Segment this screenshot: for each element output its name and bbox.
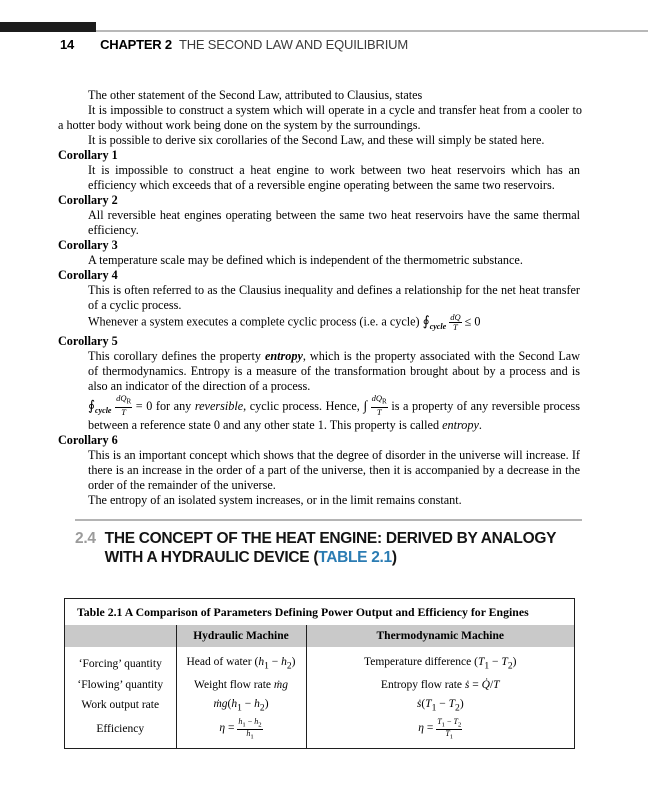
column-header-thermodynamic: Thermodynamic Machine (306, 625, 574, 647)
paragraph: The entropy of an isolated system increases, or in the limit remains constant. (88, 493, 462, 508)
chapter-title: THE SECOND LAW AND EQUILIBRIUM (178, 37, 408, 52)
table-cell-thermo: $ṡ(T_1 - T_2)$ (306, 695, 574, 717)
table-cell-hydraulic: Head of water $(h_1 - h_2)$ (176, 647, 306, 675)
table-row (65, 695, 574, 717)
paragraph: All reversible heat engines operating between the same two heat reservoirs have the same thermal efficiency. (88, 208, 580, 237)
table-cell-thermo: Temperature difference $(T_1 - T_2)$ (306, 647, 574, 675)
corollary-heading: Corollary 1 (58, 148, 118, 162)
chapter-label: CHAPTER 2 (100, 37, 172, 52)
corollary-heading: Corollary 5 (58, 334, 118, 349)
table-title: Table 2.1 A Comparison of Parameters Defining Power Output and Efficiency for Engines (77, 605, 529, 620)
table-row (65, 717, 574, 748)
table-cell-thermo: Entropy flow rate ṡ = Q̇/T (306, 676, 574, 695)
comparison-table (65, 625, 574, 747)
paragraph: It is impossible to construct a system which will operate in a cycle and transfer heat from a cooler to a hotter body without work being done on the system by the surroundings. (58, 103, 582, 132)
table-cell-hydraulic: Weight flow rate ṁg (176, 676, 306, 695)
paragraph: $∮_{cycle}$ $\frac{dQ_R}{T}$ = 0 for any reversible, cyclic process. Hence, ∫ $\frac{dQ_R}{T}$ is a property of any reversible process between a reference state 0 and any other state 1. This property is called entropy. (88, 393, 580, 433)
paren-close: ) (391, 549, 397, 567)
corollary-heading: Corollary 3 (58, 238, 118, 252)
header-rule (0, 30, 648, 32)
paragraph: This is an important concept which shows that the degree of disorder in the universe will increase. If there is an increase in the order of a part of the universe, then it is accompanied by a decrease in the order of the remainder of the universe. (88, 448, 580, 493)
table-header-row (65, 625, 574, 647)
section-divider (75, 519, 582, 521)
section-title (105, 529, 577, 567)
table-cell-hydraulic: $ṁg(h_1 - h_2)$ (176, 695, 306, 717)
table-2-1 (64, 598, 575, 748)
page-content (58, 88, 582, 749)
corollary-heading: Corollary 6 (58, 433, 118, 448)
page-header (60, 37, 408, 52)
table-cell-hydraulic: η = $\frac{h_1 - h_2}{h_1}$ (176, 717, 306, 748)
table-cell-label: ‘Forcing’ quantity (78, 657, 162, 670)
paragraph: This corollary defines the property entropy, which is the property associated with the Second Law of thermodynamics. Entropy is a measure of the transformation brought about by a process and is also an indicator of the direction of a process. (88, 349, 580, 394)
paragraph: A temperature scale may be defined which is independent of the thermometric substance. (88, 253, 523, 267)
column-header-hydraulic: Hydraulic Machine (176, 625, 306, 647)
table-cell-label: Work output rate (81, 699, 160, 712)
paragraph: The other statement of the Second Law, attributed to Clausius, states (88, 88, 423, 102)
paren-open: ( (309, 549, 319, 567)
section-title-text: THE CONCEPT OF THE HEAT ENGINE: DERIVED BY ANALOGY WITH A HYDRAULIC DEVICE (104, 530, 556, 567)
table-cell-thermo: η = $\frac{T_1 - T_2}{T_1}$ (306, 717, 574, 748)
table-row (65, 676, 574, 695)
section-number: 2.4 (75, 530, 96, 548)
page-number: 14 (60, 37, 75, 52)
paragraph: It is possible to derive six corollaries of the Second Law, and these will simply be stated here. (88, 133, 545, 147)
corollary-heading: Corollary 2 (58, 193, 118, 207)
header-black-bar (0, 22, 96, 32)
section-heading (75, 529, 582, 567)
table-row (65, 647, 574, 675)
column-header-empty (65, 625, 176, 647)
table-cell-label: Efficiency (96, 722, 145, 735)
paragraph: It is impossible to construct a heat engine to work between two heat reservoirs which has an efficiency which exceeds that of a reversible engine operating between the same two reservoirs. (88, 163, 580, 192)
table-reference-link[interactable]: TABLE 2.1 (318, 549, 392, 567)
body-text (58, 88, 582, 508)
paragraph: This is often referred to as the Clausius inequality and defines a relationship for the net heat transfer of a cyclic process. (88, 283, 580, 312)
paragraph: Whenever a system executes a complete cyclic process (i.e. a cycle) $∮_{cycle}$ $\frac{dQ}{T}$ ≤ 0 (88, 312, 481, 333)
table-cell-label: ‘Flowing’ quantity (77, 678, 164, 691)
corollary-heading: Corollary 4 (58, 268, 118, 282)
